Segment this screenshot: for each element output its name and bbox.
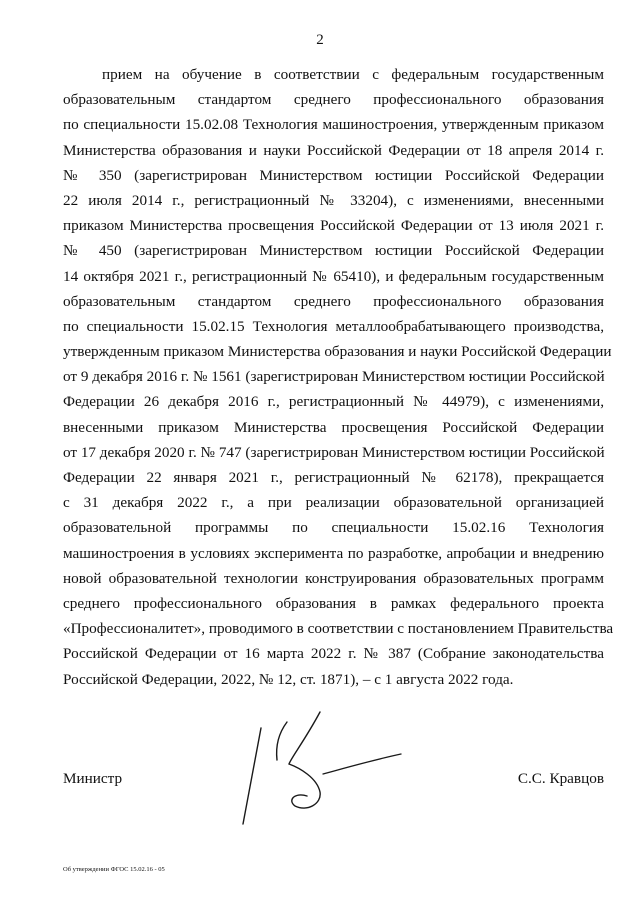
body-line: Федерации 26 декабря 2016 г., регистрационный № 44979), с изменениями,	[63, 393, 604, 411]
body-line: Российской Федерации, 2022, № 12, ст. 1871), – с 1 августа 2022 года.	[63, 670, 514, 688]
handwritten-signature	[225, 700, 405, 830]
signature-block	[63, 770, 604, 794]
body-line: № 350 (зарегистрирован Министерством юстиции Российской Федерации	[63, 166, 604, 184]
body-line: внесенными приказом Министерства просвещения Российской Федерации	[63, 418, 604, 436]
body-paragraph	[63, 62, 614, 692]
body-line: машиностроения в условиях эксперимента по разработке, апробации и внедрению	[63, 544, 604, 562]
body-line: Федерации 22 января 2021 г., регистрационный № 62178), прекращается	[63, 469, 604, 486]
body-line: среднего профессионального образования в рамках федерального проекта	[63, 594, 604, 612]
body-line: с 31 декабря 2022 г., а при реализации образовательной организацией	[63, 494, 604, 512]
body-line: 22 июля 2014 г., регистрационный № 33204), с изменениями, внесенными	[63, 191, 604, 209]
body-line: от 9 декабря 2016 г. № 1561 (зарегистрирован Министерством юстиции Российской	[63, 368, 605, 386]
signer-position: Министр	[63, 770, 123, 787]
body-line: прием на обучение в соответствии с федеральным государственным	[102, 66, 604, 83]
page-number: 2	[316, 32, 324, 48]
body-line: образовательной программы по специальности 15.02.16 Технология	[63, 519, 604, 537]
body-line: «Профессионалитет», проводимого в соответствии с постановлением Правительства	[63, 620, 614, 638]
body-line: 14 октября 2021 г., регистрационный № 65410), и федеральным государственным	[63, 267, 604, 285]
body-line: приказом Министерства просвещения Российской Федерации от 13 июля 2021 г.	[63, 217, 604, 235]
footer-document-code: Об утверждении ФГОС 15.02.16 - 05	[63, 866, 165, 873]
body-line: Российской Федерации от 16 марта 2022 г. № 387 (Собрание законодательства	[63, 645, 604, 663]
body-line: по специальности 15.02.08 Технология машиностроения, утвержденным приказом	[63, 116, 604, 134]
body-line: образовательным стандартом среднего профессионального образования	[63, 292, 604, 310]
body-line: от 17 декабря 2020 г. № 747 (зарегистрирован Министерством юстиции Российской	[63, 443, 605, 461]
body-line: № 450 (зарегистрирован Министерством юстиции Российской Федерации	[63, 242, 604, 260]
body-line: образовательным стандартом среднего профессионального образования	[63, 91, 604, 109]
body-line: новой образовательной технологии конструирования образовательных программ	[63, 569, 604, 587]
signer-name: С.С. Кравцов	[517, 770, 604, 787]
body-line: по специальности 15.02.15 Технология металлообрабатывающего производства,	[63, 317, 604, 335]
body-line: утвержденным приказом Министерства образования и науки Российской Федерации	[63, 343, 612, 361]
body-line: Министерства образования и науки Российской Федерации от 18 апреля 2014 г.	[63, 141, 604, 159]
